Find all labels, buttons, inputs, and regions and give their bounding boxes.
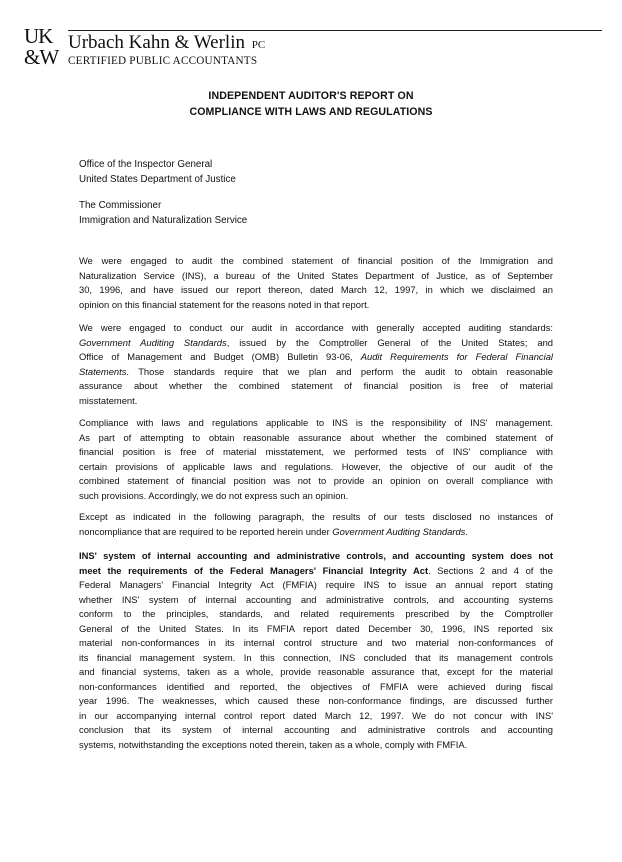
addressee-block-oig bbox=[79, 157, 236, 187]
firm-name bbox=[68, 33, 265, 55]
paragraph-line: We were engaged to conduct our audit in accordance with generally accepted auditing standards: bbox=[79, 322, 553, 333]
paragraph-line: non-conformances identified and reported, the objectives of FMFIA were achieved during fiscal bbox=[79, 680, 553, 692]
paragraph-line: General of the United States. In its FMFIA report dated December 30, 1996, INS reported six bbox=[79, 622, 553, 634]
firm-logo-monogram bbox=[24, 26, 64, 72]
paragraph-line: We were engaged to audit the combined statement of financial position of the Immigration and bbox=[79, 255, 553, 266]
paragraph-line: and financial systems, taken as a whole, provide reasonable assurance that, except for the material bbox=[79, 666, 553, 677]
finding-heading: meet the requirements of the Federal Managers' Financial Integrity Act bbox=[79, 564, 429, 576]
paragraph-line: As part of attempting to obtain reasonable assurance about whether the combined statement of bbox=[79, 431, 553, 443]
paragraph-line: Statements. Those standards require that we plan and perform the audit to obtain reasonable bbox=[79, 365, 553, 377]
paragraph-line: Government Auditing Standards, issued by the Comptroller General of the United States; and bbox=[79, 336, 554, 348]
addressee-line: United States Department of Justice bbox=[79, 174, 236, 185]
paragraph-line: financial position is free of material misstatement, we performed tests of INS' compliance with bbox=[79, 446, 553, 457]
paragraph-line: whether INS' system of internal accounting and administrative controls, and accounting systems bbox=[79, 593, 553, 605]
paragraph-line: misstatement. bbox=[79, 394, 138, 406]
italic-title-gas: Government Auditing Standards bbox=[332, 525, 466, 537]
addressee-line: The Commissioner bbox=[79, 200, 162, 211]
finding-heading: INS' system of internal accounting and administrative controls, and accounting system does not bbox=[79, 550, 553, 561]
paragraph-results bbox=[79, 510, 553, 539]
firm-suffix: PC bbox=[251, 39, 266, 51]
paragraph-line: certain provisions of applicable laws and regulations. However, the objective of our audit of the bbox=[79, 460, 553, 472]
paragraph-line: meet the requirements of the Federal Managers' Financial Integrity Act. Sections 2 and 4 of the bbox=[79, 564, 553, 576]
italic-title-statements: Statements bbox=[79, 365, 127, 377]
paragraph-standards bbox=[79, 321, 553, 408]
addressee-block-commissioner bbox=[79, 198, 247, 228]
paragraph-fmfia-finding bbox=[79, 549, 553, 752]
paragraph-line: combined statement of financial position was not to provide an opinion on overall compliance with bbox=[79, 475, 553, 486]
letterhead bbox=[24, 26, 602, 72]
paragraph-line: systems, notwithstanding the exceptions noted therein, taken as a whole, comply with FMFIA. bbox=[79, 738, 468, 750]
paragraph-line: such provisions. Accordingly, we do not express such an opinion. bbox=[79, 489, 349, 501]
paragraph-line: in our accompanying internal control report dated March 12, 1997. We do not concur with INS' bbox=[79, 709, 553, 721]
paragraph-line: Office of Management and Budget (OMB) Bulletin 93-06, Audit Requirements for Federal Financial bbox=[79, 351, 553, 362]
paragraph-line bbox=[79, 549, 553, 564]
addressee-line: Office of the Inspector General bbox=[79, 159, 213, 170]
report-title-line2: COMPLIANCE WITH LAWS AND REGULATIONS bbox=[189, 106, 433, 118]
firm-name-text: Urbach Kahn & Werlin bbox=[68, 32, 245, 53]
firm-subtitle: CERTIFIED PUBLIC ACCOUNTANTS bbox=[68, 55, 258, 67]
italic-title-gas: Government Auditing Standards bbox=[79, 336, 227, 348]
addressee-line: Immigration and Naturalization Service bbox=[79, 215, 248, 226]
paragraph-line: conclusion that its system of internal accounting and administrative controls and accounting bbox=[79, 724, 553, 735]
paragraph-line: opinion on this financial statement for the reasons noted in that report. bbox=[79, 298, 370, 310]
paragraph-line: Except as indicated in the following paragraph, the results of our tests disclosed no instances of bbox=[79, 511, 553, 522]
paragraph-line: year 1996. The weaknesses, which caused these non-conformance findings, are discussed further bbox=[79, 695, 553, 706]
paragraph-line: its financial management system. In this connection, INS concluded that its management controls bbox=[79, 651, 553, 663]
paragraph-line: Compliance with laws and regulations applicable to INS is the responsibility of INS' management. bbox=[79, 417, 553, 428]
paragraph-line: Naturalization Service (INS), a bureau of the United States Department of Justice, as of September bbox=[79, 269, 553, 281]
italic-title-omb: Audit Requirements for Federal Financial bbox=[360, 351, 553, 362]
monogram-bottom: &W bbox=[24, 45, 59, 69]
paragraph-engagement bbox=[79, 254, 553, 312]
paragraph-line: material non-conformances in its internal control structure and two material non-conformances of bbox=[79, 637, 553, 648]
paragraph-compliance-responsibility bbox=[79, 416, 553, 503]
letterhead-rule bbox=[68, 30, 602, 31]
paragraph-line: 30, 1996, and have issued our report thereon, dated March 12, 1997, in which we disclaimed an bbox=[79, 284, 553, 295]
report-title bbox=[0, 88, 622, 120]
paragraph-line: assurance about whether the combined statement of financial position is free of material bbox=[79, 380, 553, 391]
paragraph-line: noncompliance that are required to be reported herein under Government Auditing Standards. bbox=[79, 525, 468, 537]
report-title-line1: INDEPENDENT AUDITOR'S REPORT ON bbox=[208, 90, 414, 102]
paragraph-line: Federal Managers' Financial Integrity Act (FMFIA) require INS to issue an annual report stating bbox=[79, 579, 553, 590]
monogram-top: UK bbox=[24, 24, 53, 48]
paragraph-line: conform to the principles, standards, and related requirements prescribed by the Comptroller bbox=[79, 608, 553, 619]
